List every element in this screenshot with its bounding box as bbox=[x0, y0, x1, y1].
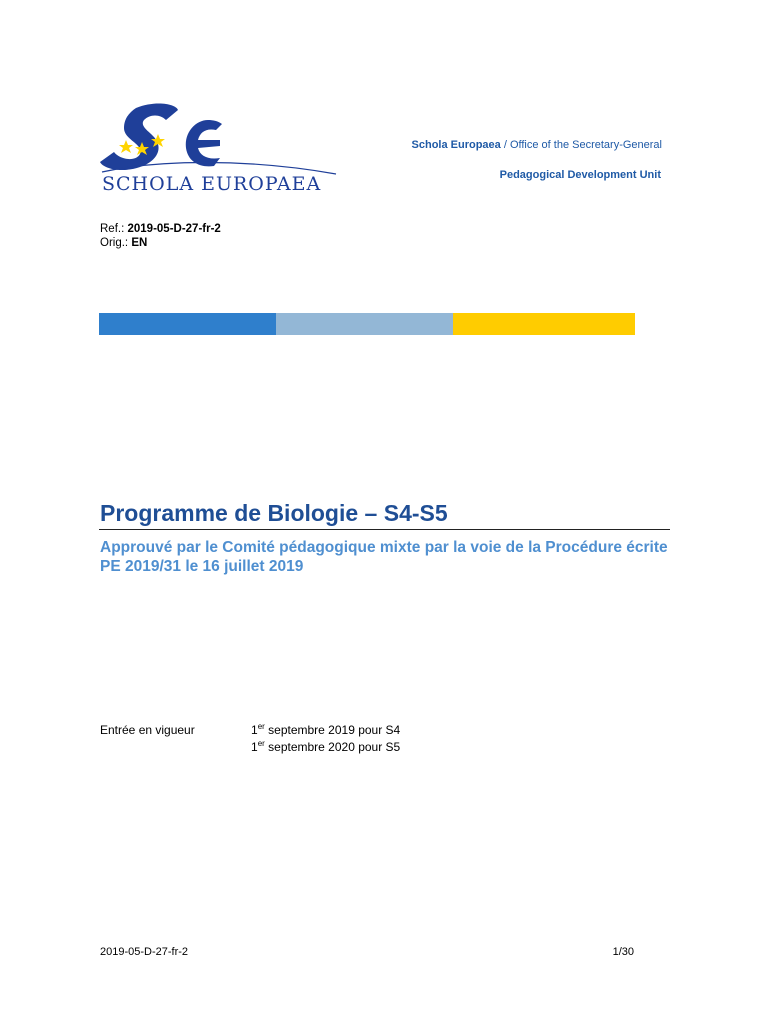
unit-name: Pedagogical Development Unit bbox=[499, 169, 661, 181]
footer-reference: 2019-05-D-27-fr-2 bbox=[100, 946, 189, 958]
logo-lettering: SCHOLA EUROPAEA bbox=[102, 173, 322, 195]
ref-value: 2019-05-D-27-fr-2 bbox=[127, 223, 221, 235]
color-bar bbox=[99, 313, 635, 335]
entry-date-suffix: er bbox=[257, 739, 265, 748]
entry-date-text: septembre 2019 pour S4 bbox=[264, 723, 401, 737]
orig-label: Orig.: bbox=[100, 237, 132, 249]
separator: / bbox=[500, 139, 510, 151]
entry-date-day: 1 bbox=[251, 740, 258, 754]
reference-block bbox=[100, 222, 221, 250]
orig-line bbox=[100, 236, 221, 250]
organization-line bbox=[412, 139, 662, 151]
color-bar-segment-yellow bbox=[453, 313, 635, 335]
orig-value: EN bbox=[131, 237, 148, 249]
entry-date-s5 bbox=[251, 739, 400, 756]
org-name: Schola Europaea bbox=[411, 139, 501, 151]
entry-date-day: 1 bbox=[251, 723, 258, 737]
schola-europaea-logo bbox=[96, 100, 342, 196]
entry-dates bbox=[251, 722, 400, 756]
ref-label: Ref.: bbox=[100, 223, 128, 235]
ref-line bbox=[100, 222, 221, 236]
logo-graphic bbox=[96, 100, 342, 196]
color-bar-segment-blue bbox=[99, 313, 276, 335]
footer-page-number: 1/30 bbox=[612, 946, 634, 958]
office-name: Office of the Secretary-General bbox=[509, 139, 662, 151]
entry-label: Entrée en vigueur bbox=[100, 723, 195, 737]
entry-date-suffix: er bbox=[257, 722, 265, 731]
title-divider bbox=[99, 529, 670, 530]
document-title: Programme de Biologie – S4-S5 bbox=[100, 500, 448, 526]
color-bar-segment-light-blue bbox=[276, 313, 453, 335]
document-subtitle: Approuvé par le Comité pédagogique mixte par la voie de la Procédure écrite PE 2019/31 le 16 juillet 2019 bbox=[100, 539, 668, 575]
entry-date-s4 bbox=[251, 722, 400, 739]
entry-date-text: septembre 2020 pour S5 bbox=[264, 740, 401, 754]
